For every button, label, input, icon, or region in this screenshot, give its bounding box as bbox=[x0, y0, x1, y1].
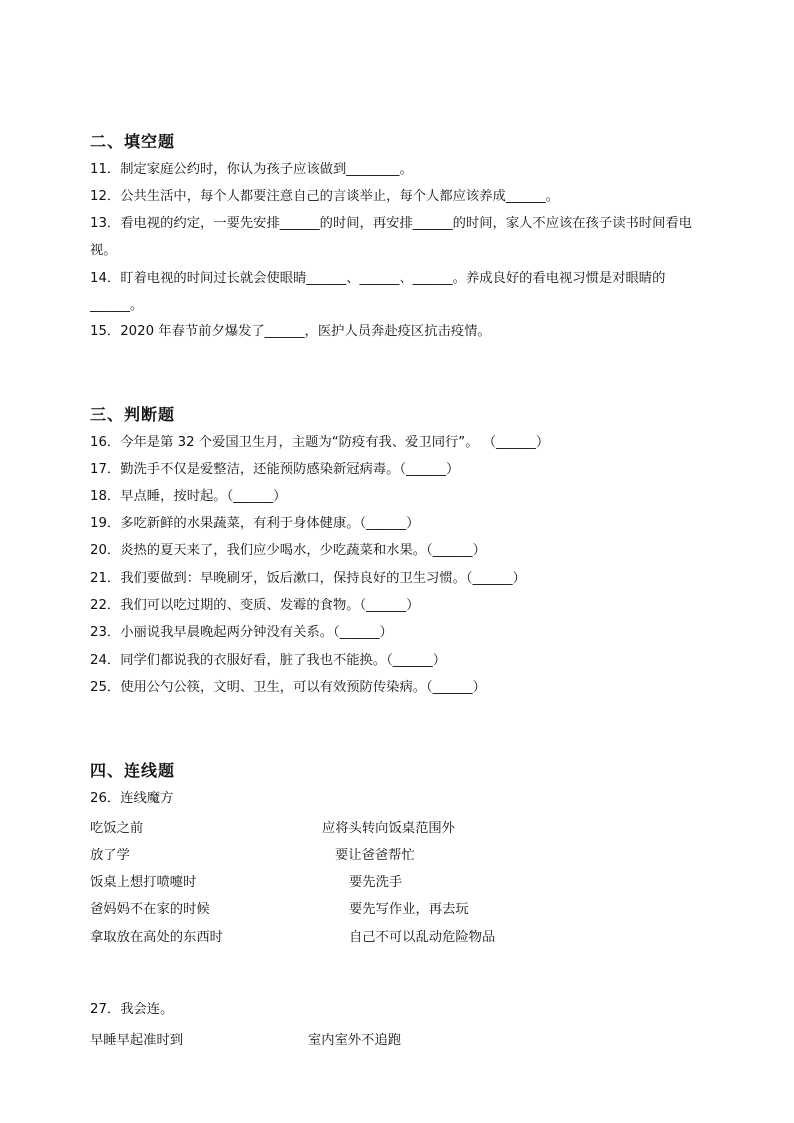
question-11: 11．制定家庭公约时，你认为孩子应该做到________。 bbox=[90, 162, 413, 177]
question-17: 17．勤洗手不仅是爱整洁，还能预防感染新冠病毒。（______） bbox=[90, 462, 460, 477]
section-title-matching: 四、连线题 bbox=[90, 761, 176, 780]
question-20: 20．炎热的夏天来了，我们应少喝水，少吃蔬菜和水果。（______） bbox=[90, 543, 486, 558]
question-12: 12．公共生活中，每个人都要注意自己的言谈举止，每个人都应该养成______。 bbox=[90, 189, 560, 204]
question-15: 15．2020 年春节前夕爆发了______，医护人员奔赴疫区抗击疫情。 bbox=[90, 324, 491, 339]
match-left-item: 饭桌上想打喷嚏时 bbox=[90, 875, 197, 890]
match-left-item: 吃饭之前 bbox=[90, 821, 144, 836]
match-right-item: 要让爸爸帮忙 bbox=[335, 848, 415, 863]
match-left-item: 拿取放在高处的东西时 bbox=[90, 930, 223, 945]
match-right-item: 要先写作业，再去玩 bbox=[349, 902, 469, 917]
question-21: 21．我们要做到：早晚刷牙，饭后漱口，保持良好的卫生习惯。（______） bbox=[90, 571, 526, 586]
question-23: 23．小丽说我早晨晚起两分钟没有关系。（______） bbox=[90, 625, 393, 640]
question-16: 16．今年是第 32 个爱国卫生月，主题为“防疫有我、爱卫同行”。 （______） bbox=[90, 435, 550, 450]
match-right-item: 室内室外不追跑 bbox=[308, 1033, 402, 1048]
question-27: 27．我会连。 bbox=[90, 1002, 174, 1017]
question-13: 13．看电视的约定，一要先安排______的时间，再安排______的时间，家人不应该在孩子读书时间看电视。 bbox=[90, 216, 692, 258]
question-24: 24．同学们都说我的衣服好看，脏了我也不能换。（______） bbox=[90, 653, 446, 668]
match-right-item: 自己不可以乱动危险物品 bbox=[349, 930, 496, 945]
match-left-item: 放了学 bbox=[90, 848, 130, 863]
question-26: 26．连线魔方 bbox=[90, 791, 174, 806]
section-title-fill-blank: 二、填空题 bbox=[90, 132, 176, 151]
match-right-item: 要先洗手 bbox=[349, 875, 403, 890]
match-left-item: 爸妈妈不在家的时候 bbox=[90, 902, 210, 917]
match-right-item: 应将头转向饭桌范围外 bbox=[322, 821, 455, 836]
question-22: 22．我们可以吃过期的、变质、发霉的食物。（______） bbox=[90, 598, 420, 613]
question-14: 14．盯着电视的时间过长就会使眼睛______、______、______。养成良好的看电视习惯是对眼睛的______。 bbox=[90, 271, 666, 313]
question-18: 18．早点睡，按时起。（______） bbox=[90, 489, 287, 504]
question-25: 25．使用公勺公筷，文明、卫生，可以有效预防传染病。（______） bbox=[90, 680, 486, 695]
match-left-item: 早睡早起准时到 bbox=[90, 1033, 184, 1048]
question-19: 19．多吃新鲜的水果蔬菜，有利于身体健康。（______） bbox=[90, 516, 420, 531]
section-title-judgement: 三、判断题 bbox=[90, 405, 176, 424]
